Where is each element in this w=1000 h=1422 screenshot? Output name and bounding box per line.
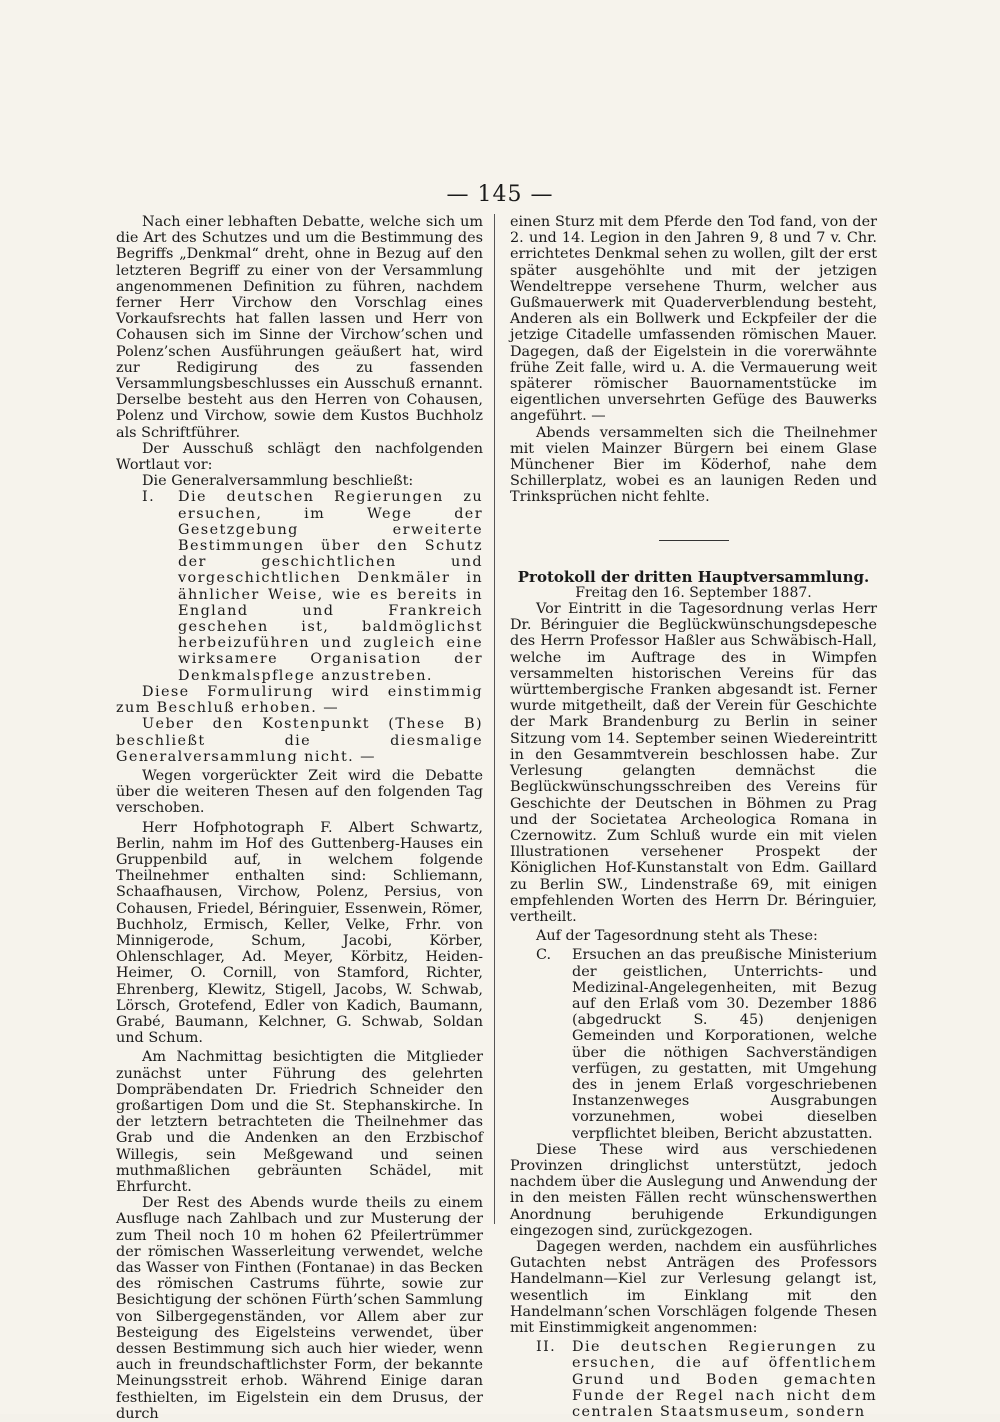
paragraph: Auf der Tagesordnung steht als These: [536, 928, 818, 945]
paragraph: Wegen vorgerückter Zeit wird die Debatte über die weiteren Thesen auf den folgenden Tag verschoben. [116, 767, 483, 817]
paragraph: Am Nachmittag besichtigten die Mitglieder zunächst unter Führung des gelehrten Dompräbendaten Dr. Friedrich Schneider den großartigen Dom und die St. Stephanskirche. In der letztern betrachteten die Theilnehmer das Grab und die Andenken an den Erzbischof Willegis, sein Meßgewand und seinen muthmaßlichen gebräunten Schädel, mit Ehrfurcht. [116, 1049, 483, 1195]
paragraph: einen Sturz mit dem Pferde den Tod fand, von der 2. und 14. Legion in den Jahren 9, 8 und 7 v. Chr. errichtetes Denkmal sehen zu wollen, gilt der erst später ausgehöhlte und mit der jetzigen Wendeltreppe versehene Thurm, welcher aus Gußmauerwerk mit Quaderverblendung besteht, Anderen als ein Bollwerk und Eckpfeiler der die jetzige Citadelle umfassenden römischen Mauer. Dagegen, daß der Eigelstein in die vorerwähnte frühe Zeit falle, wird u. A. die Vermauerung weit späterer römischer Bauornamentstücke im eigentlichen unversehrten Gefüge des Bauwerks angeführt. — [510, 214, 877, 425]
resolution-label: II. [536, 1339, 557, 1356]
paragraph: Dagegen werden, nachdem ein ausführliches Gutachten nebst Anträgen des Professors Handelmann—Kiel zur Verlesung gelangt ist, wesentlich im Einklang mit den Handelmann’schen Vorschlägen folgende Thesen mit Einstimmigkeit angenommen: [510, 1238, 877, 1336]
resolution-ii [536, 1339, 877, 1420]
paragraph: Diese These wird aus verschiedenen Provinzen dringlichst unterstützt, jedoch nachdem über die Auslegung und Anwendung der in den meisten Fällen recht wünschenswerthen Anordnung beruhigende Erkundigungen eingezogen sind, zurückgezogen. [510, 1141, 877, 1239]
paragraph: Abends versammelten sich die Theilnehmer mit vielen Mainzer Bürgern bei einem Glase Münchener Bier im Köderhof, nahe dem Schillerplatz, wobei es an launigen Reden und Trinksprüchen nicht fehlte. [510, 424, 877, 506]
paragraph: Diese Formulirung wird einstimmig zum Beschluß erhoben. — [116, 683, 483, 717]
paragraph: Herr Hofphotograph F. Albert Schwartz, Berlin, nahm im Hof des Guttenberg-Hauses ein Gruppenbild auf, in welchem folgende Theilnehmer enthalten sind: Schliemann, Schaafhausen, Virchow, Polenz, Persius, von Cohausen, Friedel, Béringuier, Essenwein, Römer, Buchholz, Ermisch, Keller, Velke, Frhr. von Minnigerode, Schum, Jacobi, Körber, Ohlenschlager, Ad. Meyer, Körbitz, Heiden-Heimer, O. Cornill, von Stamford, Richter, Ehrenberg, Klewitz, Stigell, Jacobs, W. Schwab, Lörsch, Grotefend, Edler von Kadich, Baumann, Grabé, Baumann, Kelchner, G. Schwab, Soldan und Schum. [116, 819, 483, 1047]
paragraph: Ueber den Kostenpunkt (These B) beschließt die diesmalige Generalversammlung nicht. — [116, 716, 483, 765]
paragraph: Vor Eintritt in die Tagesordnung verlas Herr Dr. Béringuier die Beglückwünschungsdepesche des Herrn Professor Haßler aus Schwäbisch-Hall, welche im Auftrage des in Wimpfen versammelten historischen Vereins für das württembergische Franken abgesandt ist. Ferner wurde mitgetheilt, daß der Verein für Geschichte der Mark Brandenburg zu Berlin in seiner Sitzung vom 14. September seinen Wiedereintritt in den Gesammtverein beschlossen habe. Zur Verlesung gelangten demnächst die Beglückwünschungsschreiben des Vereins für Geschichte der Deutschen in Böhmen zu Prag und der Societatea Archeologica Romana in Czernowitz. Zum Schluß wurde ein mit vielen Illustrationen versehener Prospekt der Königlichen Hof-Kunstanstalt von Edm. Gaillard zu Berlin SW., Lindenstraße 69, mit einigen empfehlenden Worten des Herrn Dr. Béringuier, vertheilt. [510, 601, 877, 925]
left-column [116, 214, 483, 1422]
resolution-text: Die deutschen Regierungen zu ersuchen, im Wege der Gesetzgebung erweiterte Bestimmungen über den Schutz der geschichtlichen und vorgeschichtlichen Denkmäler in ähnlicher Weise, wie es bereits in England und Frankreich geschehen ist, baldmöglichst herbeizuführen und zugleich eine wirksamere Organisation der Denkmalspflege anzustreben. [178, 489, 483, 684]
paragraph: Die Generalversammlung beschließt: [142, 473, 414, 490]
right-column [510, 214, 877, 1420]
column-divider [494, 214, 495, 1224]
section-heading: Protokoll der dritten Hauptversammlung. [517, 567, 870, 586]
resolution-i [142, 489, 483, 683]
paragraph: Nach einer lebhaften Debatte, welche sich um die Art des Schutzes und um die Bestimmung des Begriffs „Denkmal“ dreht, ohne in Bezug auf den letzteren Begriff zu einer von der Versammlung angenommenen Definition zu führen, nachdem ferner Herr Virchow den Vorschlag eines Vorkaufsrechts hat fallen lassen und Herr von Cohausen sich im Sinne der Virchow’schen und Polenz’schen Ausführungen geäußert hat, wird zur Redigirung des zu fassenden Versammlungsbeschlusses ein Ausschuß ernannt. Derselbe besteht aus den Herren von Cohausen, Polenz und Virchow, sowie dem Kustos Buchholz als Schriftführer. [116, 214, 483, 441]
section-date: Freitag den 16. September 1887. [575, 584, 812, 601]
thesis-c [536, 947, 877, 1141]
resolution-label: I. [142, 489, 156, 506]
thesis-label: C. [536, 947, 552, 964]
thesis-text: Ersuchen an das preußische Ministerium der geistlichen, Unterrichts- und Medizinal-Angelegenheiten, mit Bezug auf den Erlaß vom 30. Dezember 1886 (abgedruckt S. 45) denjenigen Gemeinden und Korporationen, welche über die nöthigen Sachverständigen verfügen, zu gestatten, mit Umgehung des in jenem Erlaß vorgeschriebenen Instanzenweges Ausgrabungen vorzunehmen, wobei dieselben verpflichtet bleiben, Bericht abzustatten. [572, 947, 877, 1142]
page-number: — 145 — [446, 182, 554, 207]
resolution-text: Die deutschen Regierungen zu ersuchen, die auf öffentlichem Grund und Boden gemachten Funde der Regel nach nicht dem centralen Staatsmuseum, sondern [572, 1339, 877, 1421]
paragraph: Der Rest des Abends wurde theils zu einem Ausfluge nach Zahlbach und zur Musterung der zum Theil noch 10 m hohen 62 Pfeilertrümmer der römischen Wasserleitung verwendet, welche das Wasser von Finthen (Fontanae) in das Becken des römischen Castrums führte, sowie zur Besichtigung der schönen Fürth’schen Sammlung von Silbergegenständen, vor Allem aber zur Besteigung des Eigelsteins verwendet, über dessen Bestimmung sich auch hier wieder, wenn auch in freundschaftlichster Form, der bekannte Meinungsstreit erhob. Während Einige daran festhielten, im Eigelstein ein dem Drusus, der durch [116, 1195, 483, 1422]
section-separator [659, 540, 729, 541]
paragraph: Der Ausschuß schlägt den nachfolgenden Wortlaut vor: [116, 440, 483, 474]
